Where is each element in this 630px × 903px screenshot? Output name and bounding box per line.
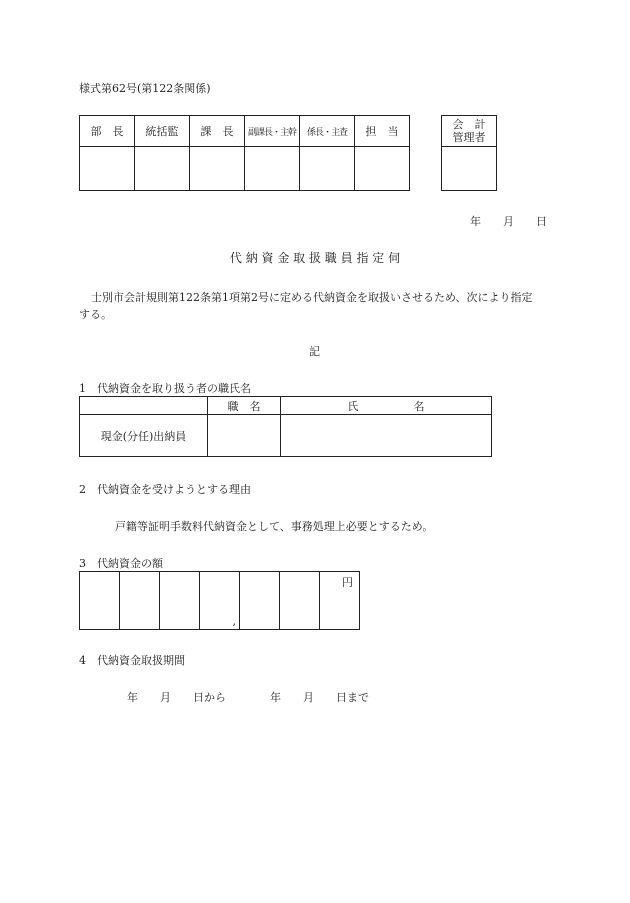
amount-digit-cell[interactable] <box>200 572 240 630</box>
stamp-header-kacho: 課 長 <box>190 116 245 147</box>
form-number: 様式第62号(第122条関係) <box>79 82 211 95</box>
section1-heading: 1 代納資金を取り扱う者の職氏名 <box>79 382 251 395</box>
staff-row-label: 現金(分任)出納員 <box>80 415 208 457</box>
staff-title-input[interactable] <box>208 415 281 457</box>
amount-digit-cell[interactable] <box>240 572 280 630</box>
section4-period: 年 月 日から 年 月 日まで <box>127 691 369 704</box>
stamp-header-bucho: 部 長 <box>80 116 135 147</box>
stamp-header-tokatsukan: 統括監 <box>135 116 190 147</box>
document-title: 代 納 資 金 取 扱 職 員 指 定 伺 <box>229 251 401 265</box>
amount-digit-cell[interactable] <box>120 572 160 630</box>
stamp-box-fukukacho[interactable] <box>245 147 300 191</box>
amount-digit-cell[interactable] <box>320 572 360 630</box>
section2-reason: 戸籍等証明手数料代納資金として、事務処理上必要とするため。 <box>115 520 434 533</box>
accounting-manager-header <box>442 116 497 147</box>
intro-line-2: する。 <box>79 308 112 321</box>
accounting-stamp-table <box>441 115 497 191</box>
stamp-box-kacho[interactable] <box>190 147 245 191</box>
stamp-box-tanto[interactable] <box>355 147 410 191</box>
staff-col-title: 職 名 <box>208 397 281 415</box>
section3-heading: 3 代納資金の額 <box>79 557 163 570</box>
accounting-line1: 会 計 <box>452 118 486 131</box>
stamp-box-kakaricho[interactable] <box>300 147 355 191</box>
amount-digit-cell[interactable] <box>160 572 200 630</box>
section4-heading: 4 代納資金取扱期間 <box>79 654 185 667</box>
stamp-header-tanto: 担 当 <box>355 116 410 147</box>
amount-table <box>79 571 360 630</box>
accounting-line2: 管理者 <box>452 131 486 144</box>
accounting-manager-stamp-box[interactable] <box>442 147 497 191</box>
intro-line-1: 士別市会計規則第122条第1項第2号に定める代納資金を取扱いさせるため、次により指定 <box>91 291 533 304</box>
thousands-separator: , <box>232 615 236 628</box>
stamp-header-fukukacho: 副課長・主幹 <box>245 116 300 147</box>
stamp-box-tokatsukan[interactable] <box>135 147 190 191</box>
ki-marker: 記 <box>309 345 320 358</box>
staff-table-corner <box>80 397 208 415</box>
section2-heading: 2 代納資金を受けようとする理由 <box>79 483 251 496</box>
amount-digit-cell[interactable] <box>280 572 320 630</box>
staff-table <box>79 396 492 457</box>
yen-unit: 円 <box>342 576 353 589</box>
amount-digit-cell[interactable] <box>80 572 120 630</box>
date-line: 年 月 日 <box>470 215 547 228</box>
staff-col-name: 氏 名 <box>281 397 492 415</box>
stamp-box-bucho[interactable] <box>80 147 135 191</box>
approval-stamp-table <box>79 115 410 191</box>
stamp-header-kakaricho: 係長・主査 <box>300 116 355 147</box>
staff-name-input[interactable] <box>281 415 492 457</box>
